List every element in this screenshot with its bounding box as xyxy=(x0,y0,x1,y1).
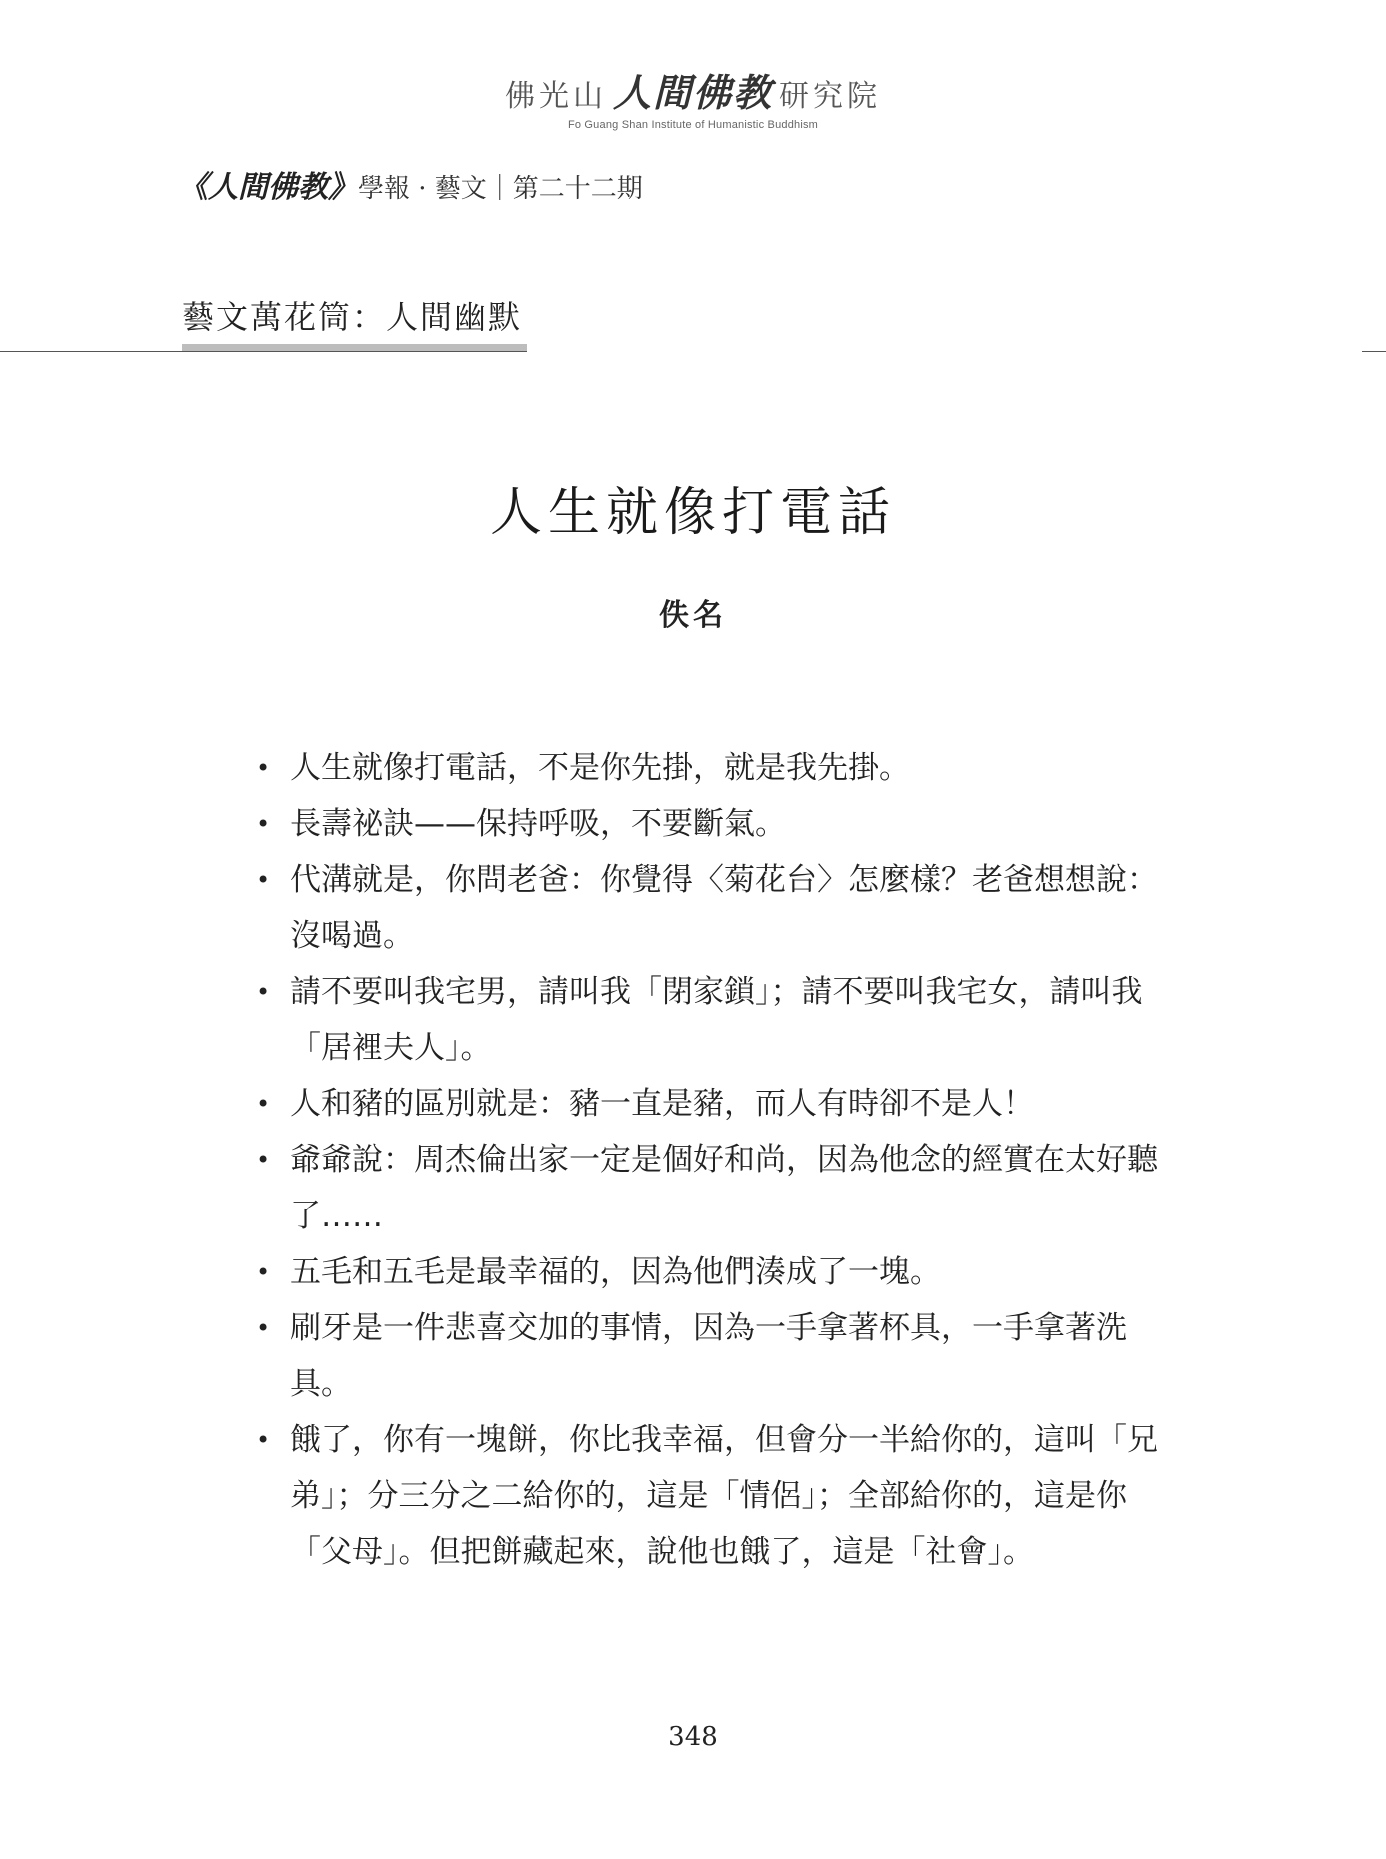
list-item xyxy=(256,1244,1172,1300)
bullet-icon: • xyxy=(256,1146,271,1174)
list-item xyxy=(256,964,1172,1076)
list-item xyxy=(256,852,1172,964)
institute-suffix: 研究院 xyxy=(779,79,881,114)
institute-name xyxy=(0,62,1386,117)
journal-brand: 《人間佛教》 xyxy=(178,170,358,205)
institute-logo xyxy=(0,62,1386,131)
header-rule xyxy=(0,351,527,352)
bullet-icon: • xyxy=(256,1426,271,1454)
list-item-text: 餓了，你有一塊餅，你比我幸福，但會分一半給你的，這叫「兄弟」；分三分之二給你的，這是「情侶」；全部給你的，這是你「父母」。但把餅藏起來，說他也餓了，這是「社會」。 xyxy=(290,1422,1158,1570)
list-item-text: 爺爺說：周杰倫出家一定是個好和尚，因為他念的經實在太好聽了…… xyxy=(290,1142,1158,1234)
institute-brand: 人間佛教 xyxy=(612,70,773,115)
bullet-icon: • xyxy=(256,810,271,838)
journal-label: 學報 · 藝文｜第二十二期 xyxy=(358,174,643,204)
list-item-text: 人生就像打電話，不是你先掛，就是我先掛。 xyxy=(290,750,910,786)
list-item-text: 人和豬的區別就是：豬一直是豬，而人有時卻不是人！ xyxy=(290,1086,1034,1122)
bullet-icon: • xyxy=(256,1090,271,1118)
page-number: 348 xyxy=(668,1722,718,1752)
list-item xyxy=(256,1132,1172,1244)
section-heading: 藝文萬花筒：人間幽默 xyxy=(182,298,523,336)
article-author: 佚名 xyxy=(659,598,727,633)
list-item-text: 長壽祕訣——保持呼吸，不要斷氣。 xyxy=(290,806,786,842)
bullet-icon: • xyxy=(256,866,271,894)
header-rule-right xyxy=(1362,351,1386,352)
bullet-icon: • xyxy=(256,1314,271,1342)
list-item-text: 五毛和五毛是最幸福的，因為他們湊成了一塊。 xyxy=(290,1254,941,1290)
institute-prefix: 佛光山 xyxy=(504,79,607,114)
list-item xyxy=(256,1412,1172,1580)
list-item-text: 請不要叫我宅男，請叫我「閉家鎖」；請不要叫我宅女，請叫我「居裡夫人」。 xyxy=(290,974,1143,1066)
list-item-text: 刷牙是一件悲喜交加的事情，因為一手拿著杯具，一手拿著洗具。 xyxy=(290,1310,1127,1402)
journal-header xyxy=(178,162,643,206)
list-item-text: 代溝就是，你問老爸：你覺得〈菊花台〉怎麼樣？老爸想想說：沒喝過。 xyxy=(290,862,1158,954)
list-item xyxy=(256,1076,1172,1132)
bullet-list xyxy=(256,740,1172,1580)
list-item xyxy=(256,796,1172,852)
bullet-icon: • xyxy=(256,978,271,1006)
bullet-icon: • xyxy=(256,754,271,782)
list-item xyxy=(256,740,1172,796)
bullet-icon: • xyxy=(256,1258,271,1286)
article-title: 人生就像打電話 xyxy=(489,483,896,543)
section-underline xyxy=(182,344,527,351)
institute-english-name: Fo Guang Shan Institute of Humanistic Buddhism xyxy=(567,119,819,131)
list-item xyxy=(256,1300,1172,1412)
